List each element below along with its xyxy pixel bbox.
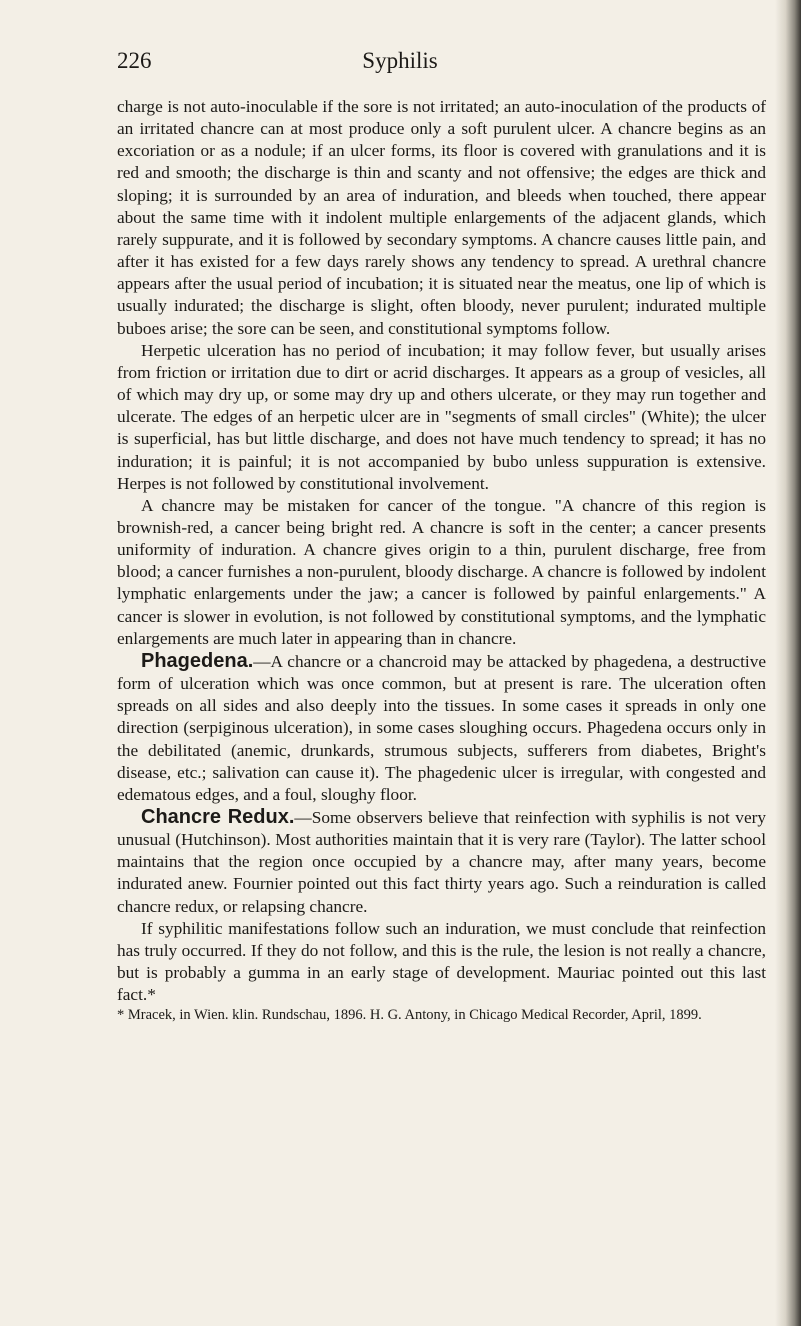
- paragraph: Herpetic ulceration has no period of incubation; it may follow fever, but usually arises from friction or irritation due to dirt or acrid discharges. It appears as a group of vesicles, all of which may dry up, or some may dry up and others ulcerate, or they may run together and ulcerate. The edges of an herpetic ulcer are in "segments of small circles" (White); the ulcer is superficial, has but little discharge, and does not have much tendency to spread; it has no induration; it is painful; it is not accompanied by bubo unless suppuration is extensive. Herpes is not followed by constitutional involvement.: [117, 340, 766, 493]
- paragraph-phagedena: [117, 650, 766, 806]
- run-in-heading: Phagedena.: [141, 649, 254, 672]
- paragraph: charge is not auto-inoculable if the sore is not irritated; an auto-inoculation of the products of an irritated chancre can at most produce only a soft purulent ulcer. A chancre begins as an excoriation or as a nodule; if an ulcer forms, its floor is covered with granulations and it is red and smooth; the discharge is thin and scanty and not offensive; the edges are thick and sloping; it is surrounded by an area of induration, and bleeds when touched, there appear about the same time with it indolent multiple enlargements of the adjacent glands, which rarely suppurate, and it is followed by secondary symptoms. A chancre causes little pain, and after it has existed for a few days rarely shows any tendency to spread. A urethral chancre appears after the usual period of incubation; it is situated near the meatus, one lip of which is usually indurated; the discharge is slight, often bloody, never purulent; indurated multiple buboes arise; the sore can be seen, and constitutional symptoms follow.: [117, 97, 766, 338]
- paragraph-text: —A chancre or a chancroid may be attacked by phagedena, a destructive form of ulceration which was once common, but at present is rare. The ulceration often spreads on all sides and also deeply into the tissues. In some cases it spreads in only one direction (serpiginous ulceration), in some cases sloughing occurs. Phagedena occurs only in the debilitated (anemic, drunkards, strumous subjects, sufferers from diabetes, Bright's disease, etc.; salivation can cause it). The phagedenic ulcer is irregular, with congested and edematous edges, and a foul, sloughy floor.: [117, 651, 766, 804]
- footnote: * Mracek, in Wien. klin. Rundschau, 1896. H. G. Antony, in Chicago Medical Recorder, April, 1899.: [117, 1007, 702, 1024]
- run-in-heading: Chancre Redux.: [141, 806, 295, 828]
- page-edge-shadow: [775, 0, 801, 1326]
- paragraph-text: —Some observers believe that reinfection with syphilis is not very unusual (Hutchinson). Most authorities maintain that it is very rare (Taylor). The latter school maintains that the region once occupied by a chancre may, after many years, become indurated anew. Fournier pointed out this fact thirty years ago. Such a reinduration is called chancre redux, or relapsing chancre.: [117, 808, 767, 916]
- paragraph-chancre-redux: [117, 806, 766, 918]
- paragraph: A chancre may be mistaken for cancer of the tongue. "A chancre of this region is brownish-red, a cancer being bright red. A chancre is soft in the center; a cancer presents uniformity of induration. A chancre gives origin to a thin, purulent discharge, free from blood; a cancer furnishes a non-purulent, bloody discharge. A chancre is followed by indolent lymphatic enlargements under the jaw; a cancer is followed by painful enlargements." A cancer is slower in evolution, is not followed by constitutional symptoms, and the lymphatic enlargements are much later in appearing than in chancre.: [117, 495, 766, 648]
- running-head: Syphilis: [362, 48, 438, 73]
- page-number: 226: [117, 48, 152, 73]
- paragraph: If syphilitic manifestations follow such an induration, we must conclude that reinfection has truly occurred. If they do not follow, and this is the rule, the lesion is not really a chancre, but is probably a gumma in an early stage of development. Mauriac pointed out this last fact.*: [117, 918, 766, 1005]
- body-text: [117, 96, 766, 1024]
- page-header: [117, 48, 683, 84]
